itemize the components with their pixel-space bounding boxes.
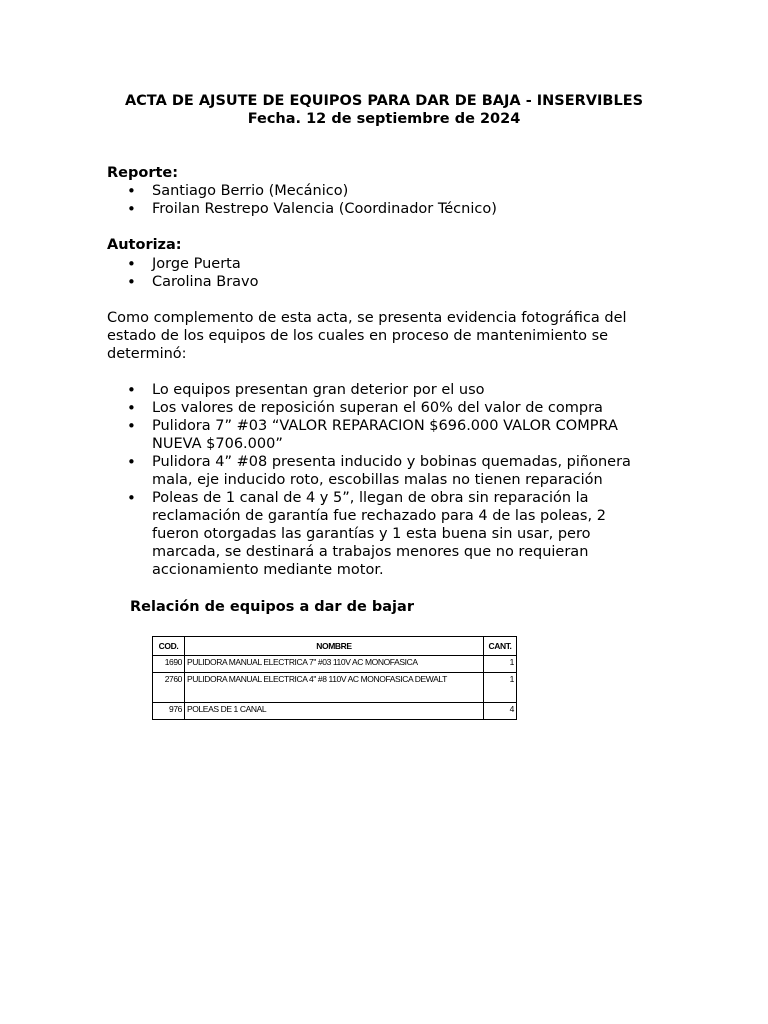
equipment-table [152,636,517,720]
list-item: • Pulidora 4” #08 presenta inducido y bobinas quemadas, piñonera mala, eje inducido roto, escobillas malas no tienen reparación [107,453,652,489]
cell-cant: 4 [484,703,517,720]
document-title: ACTA DE AJSUTE DE EQUIPOS PARA DAR DE BAJA - INSERVIBLES [124,93,644,109]
header-nombre: NOMBRE [185,637,484,656]
list-item: • Pulidora 7” #03 “VALOR REPARACION $696.000 VALOR COMPRA NUEVA $706.000” [107,417,652,453]
list-item: • Jorge Puerta [107,255,652,273]
cell-nombre: POLEAS DE 1 CANAL [185,703,484,720]
list-item: • Froilan Restrepo Valencia (Coordinador Técnico) [107,200,652,218]
table-title: Relación de equipos a dar de bajar [130,599,414,615]
cell-cod: 2760 [153,673,185,703]
reporte-list [107,182,652,218]
cell-cod: 976 [153,703,185,720]
findings-list [107,381,652,579]
list-item: • Santiago Berrio (Mecánico) [107,182,652,200]
table-row [153,703,517,720]
cell-cant: 1 [484,673,517,703]
header-cod: COD. [153,637,185,656]
list-item: • Lo equipos presentan gran deterior por el uso [107,381,652,399]
list-item: • Poleas de 1 canal de 4 y 5”, llegan de obra sin reparación la reclamación de garantía fue rechazado para 4 de las poleas, 2 fueron otorgadas las garantías y 1 esta buena sin usar, pero marcada, se destinará a trabajos menores que no requieran accionamiento mediante motor. [107,489,652,579]
cell-cod: 1690 [153,656,185,673]
list-item: • Carolina Bravo [107,273,652,291]
header-cant: CANT. [484,637,517,656]
table-row [153,673,517,703]
autoriza-heading: Autoriza: [107,237,182,253]
intro-paragraph: Como complemento de esta acta, se presenta evidencia fotográfica del estado de los equipos de los cuales en proceso de mantenimiento se determinó: [107,310,627,362]
cell-cant: 1 [484,656,517,673]
cell-nombre: PULIDORA MANUAL ELECTRICA 4" #8 110V AC MONOFASICA DEWALT [185,673,484,703]
reporte-heading: Reporte: [107,165,179,181]
table-header-row [153,637,517,656]
list-item: • Los valores de reposición superan el 60% del valor de compra [107,399,652,417]
table-row [153,656,517,673]
autoriza-list [107,255,652,291]
cell-nombre: PULIDORA MANUAL ELECTRICA 7" #03 110V AC MONOFASICA [185,656,484,673]
document-date: Fecha. 12 de septiembre de 2024 [247,111,521,127]
